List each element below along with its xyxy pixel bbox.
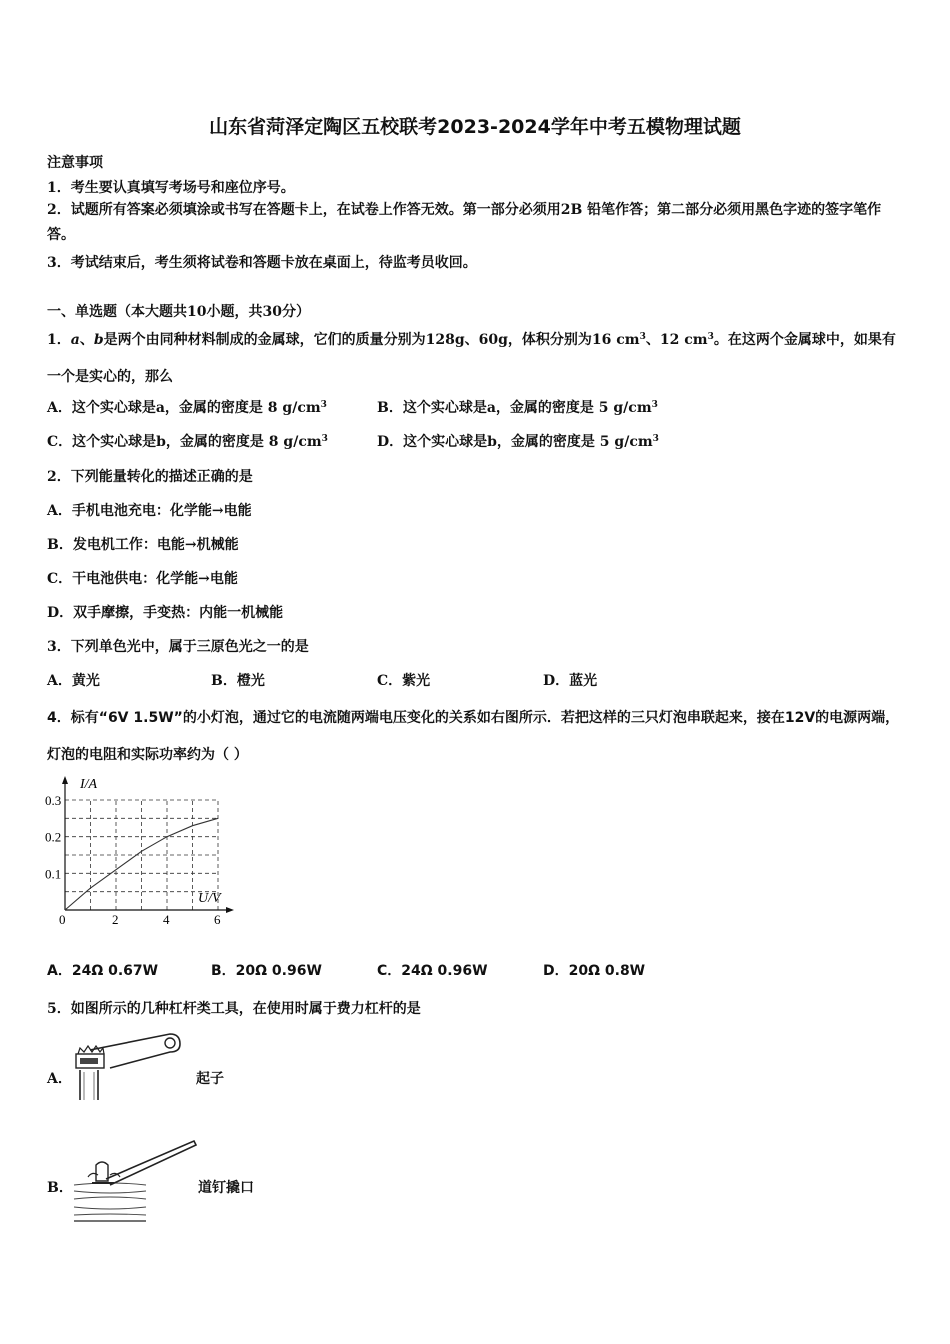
question-3-stem: 3．下列单色光中，属于三原色光之一的是 [47, 639, 309, 655]
q1-sup-2: 3 [707, 332, 714, 342]
q2-option-c[interactable]: C．干电池供电：化学能→电能 [47, 571, 238, 587]
q1-option-d-sup: 3 [652, 434, 659, 444]
q1-option-d[interactable] [377, 431, 659, 451]
spike-puller-image [70, 1135, 200, 1225]
q1-option-b-text: B．这个实心球是a，金属的密度是 5 g/cm [377, 400, 652, 416]
chart-grid [65, 800, 218, 910]
q5-option-b-letter[interactable]: B． [47, 1180, 73, 1196]
q1-stem-d: 。在这两个金属球中，如果有一个是实心的，那么 [47, 332, 896, 385]
q1-var-b: b [93, 332, 104, 348]
q1-option-a[interactable] [47, 397, 327, 417]
q4-option-b[interactable]: B．20Ω 0.96W [211, 963, 322, 979]
x-tick-label: 4 [163, 912, 170, 927]
q1-option-a-sup: 3 [320, 400, 327, 410]
q1-option-b[interactable] [377, 397, 658, 417]
section-heading: 一、单选题（本大题共10小题，共30分） [47, 304, 310, 320]
bottle-opener-image [70, 1030, 185, 1102]
q3-option-b[interactable]: B．橙光 [211, 673, 265, 689]
chart-ticks [45, 793, 221, 927]
page-title: 山东省菏泽定陶区五校联考2023-2024学年中考五模物理试题 [209, 116, 741, 138]
q1-option-c-sup: 3 [321, 434, 328, 444]
y-axis-label: I/A [80, 777, 98, 792]
q1-var-a: a [70, 332, 80, 348]
x-axis-label: U/V [198, 891, 221, 906]
x-tick-label: 2 [112, 912, 119, 927]
q1-option-d-text: D．这个实心球是b，金属的密度是 5 g/cm [377, 434, 653, 450]
q2-option-b[interactable]: B．发电机工作：电能→机械能 [47, 537, 239, 553]
note-item-2: 2．试题所有答案必须填涂或书写在答题卡上，在试卷上作答无效。第一部分必须用2B 铅笔作答；第二部分必须用黑色字迹的签字笔作答。 [47, 202, 882, 243]
x-tick-label: 6 [214, 912, 221, 927]
x-axis-arrow [226, 907, 234, 913]
q1-sup-1: 3 [639, 332, 646, 342]
q5-option-a-caption[interactable]: 起子 [196, 1071, 224, 1087]
q1-option-a-text: A．这个实心球是a，金属的密度是 8 g/cm [47, 400, 321, 416]
origin-label: 0 [59, 912, 66, 927]
y-tick-label: 0.1 [45, 866, 62, 882]
question-5-stem: 5．如图所示的几种杠杆类工具，在使用时属于费力杠杆的是 [47, 1001, 421, 1017]
q1-number: 1． [47, 332, 71, 348]
q5-option-a-letter[interactable]: A． [47, 1071, 72, 1087]
q1-option-c[interactable] [47, 431, 328, 451]
y-tick-label: 0.3 [45, 793, 62, 808]
question-2-stem: 2．下列能量转化的描述正确的是 [47, 469, 253, 485]
q3-option-c[interactable]: C．紫光 [377, 673, 431, 689]
q1-stem-c: 、12 cm [645, 332, 708, 348]
q5-option-b-caption[interactable]: 道钉撬口 [198, 1180, 254, 1196]
notes-heading: 注意事项 [47, 155, 103, 171]
q4-option-a[interactable]: A．24Ω 0.67W [47, 963, 159, 979]
q2-option-a[interactable]: A．手机电池充电：化学能→电能 [47, 503, 252, 519]
q4-option-d[interactable]: D．20Ω 0.8W [543, 963, 646, 979]
y-tick-label: 0.2 [45, 829, 62, 845]
q4-option-c[interactable]: C．24Ω 0.96W [377, 963, 488, 979]
q1-option-c-text: C．这个实心球是b，金属的密度是 8 g/cm [47, 434, 322, 450]
note-item-3: 3．考试结束后，考生须将试卷和答题卡放在桌面上，待监考员收回。 [47, 255, 477, 271]
q3-option-d[interactable]: D．蓝光 [543, 673, 598, 689]
q2-option-d[interactable]: D．双手摩擦，手变热：内能一机械能 [47, 605, 284, 621]
q1-stem-b: 是两个由同种材料制成的金属球，它们的质量分别为128g、60g，体积分别为16 cm [103, 332, 640, 348]
q3-option-a[interactable]: A．黄光 [47, 673, 100, 689]
question-1-stem [47, 322, 907, 396]
question-4-stem: 4．标有“6V 1.5W”的小灯泡，通过它的电流随两端电压变化的关系如右图所示．若把这样的三只灯泡串联起来，接在12V的电源两端，灯泡的电阻和实际功率约为（ ） [47, 710, 900, 763]
note-item-1: 1．考生要认真填写考场号和座位序号。 [47, 180, 295, 196]
iu-chart [40, 770, 240, 930]
q1-sep: 、 [79, 332, 94, 348]
q1-option-b-sup: 3 [651, 400, 658, 410]
y-axis-arrow [62, 776, 68, 784]
